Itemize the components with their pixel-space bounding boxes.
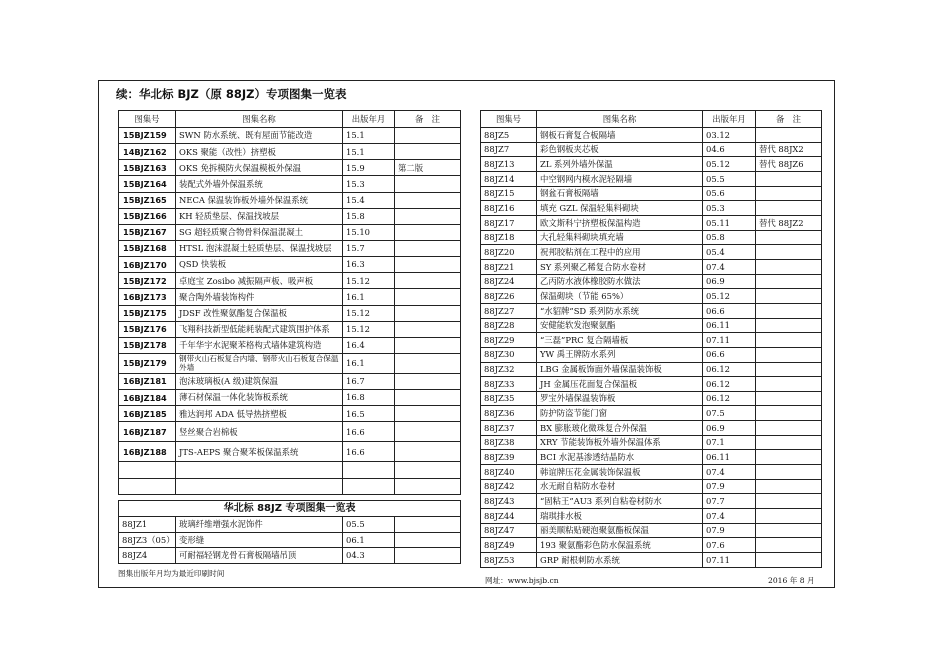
table-row [119, 517, 461, 533]
cell-note [756, 318, 822, 333]
cell-date: 04.6 [703, 142, 756, 157]
right-table-header [481, 111, 822, 128]
cell-date: 06.9 [703, 274, 756, 289]
cell-code: 16BJZ185 [119, 406, 176, 422]
cell-note [395, 353, 461, 373]
cell-date: 16.5 [343, 406, 395, 422]
table-row [119, 144, 461, 160]
cell-name: 聚合陶外墙装饰构件 [176, 289, 343, 305]
cell-name: 钢盆石膏板隔墙 [537, 186, 703, 201]
table-row [481, 201, 822, 216]
table-row [119, 373, 461, 389]
cell-name: GRP 耐根刺防水系统 [537, 553, 703, 568]
cell-code: 14BJZ162 [119, 144, 176, 160]
cell-code: 88JZ3（05） [119, 532, 176, 548]
cell-code: 88JZ26 [481, 289, 537, 304]
cell-note [395, 176, 461, 192]
cell-code: 16BJZ187 [119, 422, 176, 442]
cell-name: KH 轻质垫层、保温找坡层 [176, 208, 343, 224]
cell-code: 15BJZ175 [119, 305, 176, 321]
cell-date: 15.10 [343, 224, 395, 240]
cell-code: 15BJZ168 [119, 240, 176, 256]
cell-date: 06.11 [703, 318, 756, 333]
cell-date: 05.6 [703, 186, 756, 201]
table-row [481, 494, 822, 509]
cell-name: 罗宝外墙保温装饰板 [537, 391, 703, 406]
cell-name: SWN 防水系统、既有屋面节能改造 [176, 128, 343, 144]
cell-date: 05.12 [703, 157, 756, 172]
cell-note [395, 390, 461, 406]
cell-code: 88JZ32 [481, 362, 537, 377]
table-row [481, 274, 822, 289]
cell-name: 韩谊牌压花金属装饰保温板 [537, 465, 703, 480]
cell-name: 彩色钢板夹芯板 [537, 142, 703, 157]
table-row [119, 128, 461, 144]
cell-name: JH 金属压花面复合保温板 [537, 377, 703, 392]
table-row [119, 478, 461, 494]
cell-note [395, 373, 461, 389]
cell-name: 千年华宇水泥聚苯格构式墙体建筑构造 [176, 337, 343, 353]
table-row [481, 245, 822, 260]
col-header-code: 图集号 [119, 111, 176, 128]
cell-date: 15.8 [343, 208, 395, 224]
print-date: 2016 年 8 月 [768, 576, 815, 585]
cell-code: 88JZ16 [481, 201, 537, 216]
table-row [481, 509, 822, 524]
col-header-code: 图集号 [481, 111, 537, 128]
table-row [119, 353, 461, 373]
cell-code: 88JZ44 [481, 509, 537, 524]
cell-note [395, 337, 461, 353]
table-row [481, 333, 822, 348]
table-row [119, 462, 461, 478]
table-row [119, 390, 461, 406]
cell-name: 中空钢网内模水泥轻隔墙 [537, 171, 703, 186]
cell-note [395, 257, 461, 273]
cell-name: 安健能软发泡聚氨酯 [537, 318, 703, 333]
cell-name [176, 478, 343, 494]
table-row [481, 230, 822, 245]
cell-code: 15BJZ176 [119, 321, 176, 337]
cell-date: 16.8 [343, 390, 395, 406]
cell-date: 15.1 [343, 144, 395, 160]
table-row [481, 318, 822, 333]
cell-note [756, 465, 822, 480]
table-row [481, 523, 822, 538]
table-row [481, 391, 822, 406]
cell-name: “水貂牌”SD 系列防水系统 [537, 303, 703, 318]
col-header-date: 出版年月 [343, 111, 395, 128]
cell-name: 装配式外墙外保温系统 [176, 176, 343, 192]
table-row [481, 362, 822, 377]
cell-note [756, 128, 822, 143]
table-row [481, 479, 822, 494]
cell-code: 88JZ27 [481, 303, 537, 318]
cell-date: 06.9 [703, 421, 756, 436]
left-table-header [119, 111, 461, 128]
cell-code: 88JZ49 [481, 538, 537, 553]
cell-note: 替代 88JZ6 [756, 157, 822, 172]
cell-code: 88JZ13 [481, 157, 537, 172]
table-row [119, 305, 461, 321]
cell-date: 07.1 [703, 435, 756, 450]
table-row [481, 215, 822, 230]
cell-code [119, 462, 176, 478]
cell-date: 07.6 [703, 538, 756, 553]
cell-code: 88JZ53 [481, 553, 537, 568]
cell-code: 15BJZ163 [119, 160, 176, 176]
cell-name: 防护防盗节能门窗 [537, 406, 703, 421]
cell-date: 07.11 [703, 553, 756, 568]
cell-date: 06.6 [703, 347, 756, 362]
cell-name: 泡沫玻璃板(A 级)建筑保温 [176, 373, 343, 389]
section-subtitle: 华北标 88JZ 专项图集一览表 [119, 501, 461, 517]
cell-note [756, 362, 822, 377]
cell-name: QSD 快装板 [176, 257, 343, 273]
col-header-name: 图集名称 [176, 111, 343, 128]
cell-code: 88JZ15 [481, 186, 537, 201]
cell-name: JTS-AEPS 聚合聚苯板保温系统 [176, 442, 343, 462]
website-url: 网址：www.bjsjb.cn [485, 576, 559, 585]
cell-date: 16.3 [343, 257, 395, 273]
cell-code: 15BJZ159 [119, 128, 176, 144]
cell-note [395, 548, 461, 564]
cell-name: 欧文斯科宁挤塑板保温构造 [537, 215, 703, 230]
cell-code: 88JZ43 [481, 494, 537, 509]
cell-name: 钢带火山石板复合内墙、钢带火山石板复合保温外墙 [176, 353, 343, 373]
cell-date: 07.11 [703, 333, 756, 348]
table-row [481, 157, 822, 172]
cell-note [756, 201, 822, 216]
cell-name: 飞翔科技新型低能耗装配式建筑围护体系 [176, 321, 343, 337]
cell-name: “三磊”PRC 复合隔墙板 [537, 333, 703, 348]
cell-date: 07.4 [703, 259, 756, 274]
cell-note [395, 442, 461, 462]
table-row [481, 186, 822, 201]
cell-note [395, 144, 461, 160]
cell-note [395, 289, 461, 305]
cell-date: 16.6 [343, 422, 395, 442]
cell-note [395, 208, 461, 224]
cell-date: 06.12 [703, 391, 756, 406]
cell-note [756, 450, 822, 465]
table-row [481, 538, 822, 553]
cell-date: 07.5 [703, 406, 756, 421]
cell-note: 第二版 [395, 160, 461, 176]
cell-name: JDSF 改性聚氨酯复合保温板 [176, 305, 343, 321]
cell-code: 88JZ42 [481, 479, 537, 494]
cell-code: 88JZ20 [481, 245, 537, 260]
cell-note [756, 509, 822, 524]
cell-name: 193 聚氨酯彩色防水保温系统 [537, 538, 703, 553]
cell-note [756, 479, 822, 494]
cell-code: 15BJZ178 [119, 337, 176, 353]
cell-code: 15BJZ179 [119, 353, 176, 373]
cell-date: 03.12 [703, 128, 756, 143]
table-row [119, 224, 461, 240]
cell-note [756, 347, 822, 362]
cell-name: 填充 GZL 保温轻集料砌块 [537, 201, 703, 216]
cell-note [756, 259, 822, 274]
cell-note [395, 224, 461, 240]
cell-name: 丽美顺粘贴硬泡聚氨酯板保温 [537, 523, 703, 538]
cell-date: 15.12 [343, 321, 395, 337]
table-row [481, 289, 822, 304]
cell-code: 88JZ14 [481, 171, 537, 186]
cell-code: 15BJZ166 [119, 208, 176, 224]
cell-code: 88JZ29 [481, 333, 537, 348]
cell-date: 16.7 [343, 373, 395, 389]
cell-date: 05.4 [703, 245, 756, 260]
cell-code: 88JZ18 [481, 230, 537, 245]
cell-date [343, 478, 395, 494]
cell-code: 88JZ21 [481, 259, 537, 274]
cell-name: SG 超轻质聚合物骨料保温混凝土 [176, 224, 343, 240]
cell-code: 15BJZ165 [119, 192, 176, 208]
table-row [481, 171, 822, 186]
table-row [481, 347, 822, 362]
cell-name: OKS 聚能（改性）挤塑板 [176, 144, 343, 160]
cell-date: 16.1 [343, 289, 395, 305]
cell-code: 88JZ37 [481, 421, 537, 436]
cell-date: 05.5 [703, 171, 756, 186]
cell-date: 06.1 [343, 532, 395, 548]
cell-note [756, 171, 822, 186]
cell-code: 15BJZ172 [119, 273, 176, 289]
cell-note [756, 494, 822, 509]
cell-note [756, 406, 822, 421]
table-row [119, 240, 461, 256]
cell-note [756, 274, 822, 289]
cell-date: 16.6 [343, 442, 395, 462]
table-row [119, 337, 461, 353]
cell-name: OKS 免拆模防火保温模板外保温 [176, 160, 343, 176]
cell-code: 88JZ47 [481, 523, 537, 538]
page-title: 续：华北标 BJZ（原 88JZ）专项图集一览表 [116, 87, 347, 101]
table-row [481, 377, 822, 392]
cell-note [395, 240, 461, 256]
cell-name: 乙丙防水液体橡胶防水做法 [537, 274, 703, 289]
cell-date: 15.12 [343, 273, 395, 289]
cell-name: YW 禹王牌防水系列 [537, 347, 703, 362]
cell-code: 88JZ30 [481, 347, 537, 362]
cell-name: 变形缝 [176, 532, 343, 548]
table-row [481, 435, 822, 450]
cell-note [395, 406, 461, 422]
cell-code: 16BJZ188 [119, 442, 176, 462]
cell-name: NECA 保温装饰板外墙外保温系统 [176, 192, 343, 208]
cell-note [756, 377, 822, 392]
cell-code: 88JZ38 [481, 435, 537, 450]
table-row [481, 142, 822, 157]
table-row [119, 532, 461, 548]
cell-note [395, 462, 461, 478]
cell-date: 07.4 [703, 509, 756, 524]
cell-code: 88JZ40 [481, 465, 537, 480]
cell-name: 卓庭宝 Zosibo 减振隔声板、吸声板 [176, 273, 343, 289]
col-header-note: 备 注 [756, 111, 822, 128]
cell-date: 07.9 [703, 523, 756, 538]
table-row [119, 208, 461, 224]
cell-date: 07.7 [703, 494, 756, 509]
cell-code: 88JZ33 [481, 377, 537, 392]
cell-note [395, 422, 461, 442]
cell-name [176, 462, 343, 478]
cell-note [756, 333, 822, 348]
cell-name: 玻璃纤维增强水泥饰件 [176, 517, 343, 533]
cell-code: 16BJZ184 [119, 390, 176, 406]
cell-code: 88JZ35 [481, 391, 537, 406]
cell-note [395, 273, 461, 289]
table-row [119, 321, 461, 337]
cell-code: 88JZ1 [119, 517, 176, 533]
cell-note [756, 391, 822, 406]
col-header-note: 备 注 [395, 111, 461, 128]
cell-note: 替代 88JX2 [756, 142, 822, 157]
cell-date: 15.12 [343, 305, 395, 321]
cell-note [395, 128, 461, 144]
cell-note [756, 435, 822, 450]
cell-name: 竖丝聚合岩棉板 [176, 422, 343, 442]
cell-name: 祝邦胶粘剂在工程中的应用 [537, 245, 703, 260]
cell-name: BCI 水泥基渗透结晶防水 [537, 450, 703, 465]
cell-code: 88JZ28 [481, 318, 537, 333]
cell-date: 07.9 [703, 479, 756, 494]
cell-code: 88JZ4 [119, 548, 176, 564]
bottom-catalog-table [118, 500, 461, 564]
cell-code: 16BJZ181 [119, 373, 176, 389]
table-row [481, 128, 822, 143]
cell-name: 雅达润邦 ADA 低导热挤塑板 [176, 406, 343, 422]
cell-note [395, 517, 461, 533]
cell-date: 16.4 [343, 337, 395, 353]
table-row [119, 422, 461, 442]
cell-name: HTSL 泡沫混凝土轻质垫层、保温找坡层 [176, 240, 343, 256]
cell-date: 06.11 [703, 450, 756, 465]
cell-date: 15.1 [343, 128, 395, 144]
cell-code: 15BJZ167 [119, 224, 176, 240]
cell-code: 88JZ36 [481, 406, 537, 421]
table-row [481, 303, 822, 318]
table-row [481, 450, 822, 465]
table-row [119, 548, 461, 564]
cell-note: 替代 88JZ2 [756, 215, 822, 230]
cell-note [756, 245, 822, 260]
cell-note [756, 230, 822, 245]
table-row [119, 442, 461, 462]
table-row [119, 160, 461, 176]
cell-note [756, 289, 822, 304]
cell-date: 16.1 [343, 353, 395, 373]
footer-note: 图集出版年月均为最近印刷时间 [118, 569, 225, 578]
table-row [481, 465, 822, 480]
cell-note [756, 553, 822, 568]
cell-note [395, 305, 461, 321]
table-row [481, 259, 822, 274]
cell-name: XRY 节能装饰板外墙外保温体系 [537, 435, 703, 450]
table-row [119, 406, 461, 422]
cell-date: 05.3 [703, 201, 756, 216]
cell-name: 水无耐自粘防水卷材 [537, 479, 703, 494]
cell-date: 06.6 [703, 303, 756, 318]
cell-name: BX 膨胀玻化微珠复合外保温 [537, 421, 703, 436]
table-row [119, 257, 461, 273]
cell-code: 88JZ7 [481, 142, 537, 157]
cell-date: 05.12 [703, 289, 756, 304]
cell-note [756, 523, 822, 538]
cell-date: 07.4 [703, 465, 756, 480]
table-row [119, 289, 461, 305]
cell-date: 06.12 [703, 362, 756, 377]
cell-date: 05.8 [703, 230, 756, 245]
left-catalog-table [118, 110, 461, 495]
cell-code: 15BJZ164 [119, 176, 176, 192]
cell-name: 瑞琪排水板 [537, 509, 703, 524]
cell-note [395, 321, 461, 337]
col-header-name: 图集名称 [537, 111, 703, 128]
table-row [119, 176, 461, 192]
cell-name: SY 系列聚乙稀复合防水卷材 [537, 259, 703, 274]
cell-name: “固粘王”AU3 系列自粘卷材防水 [537, 494, 703, 509]
cell-date: 05.5 [343, 517, 395, 533]
cell-code [119, 478, 176, 494]
cell-code: 16BJZ173 [119, 289, 176, 305]
cell-note [395, 532, 461, 548]
cell-date: 04.3 [343, 548, 395, 564]
cell-note [756, 186, 822, 201]
cell-code: 88JZ39 [481, 450, 537, 465]
cell-name: 钢板石膏复合板隔墙 [537, 128, 703, 143]
cell-name: 保温砌块（节能 65%） [537, 289, 703, 304]
table-row [481, 406, 822, 421]
cell-note [395, 478, 461, 494]
cell-name: 可耐福轻钢龙骨石膏板隔墙吊顶 [176, 548, 343, 564]
cell-code: 88JZ24 [481, 274, 537, 289]
cell-note [756, 421, 822, 436]
table-row [119, 192, 461, 208]
cell-name: ZL 系列外墙外保温 [537, 157, 703, 172]
table-row [481, 421, 822, 436]
table-row [119, 273, 461, 289]
cell-date [343, 462, 395, 478]
col-header-date: 出版年月 [703, 111, 756, 128]
cell-name: LBG 金属板饰面外墙保温装饰板 [537, 362, 703, 377]
cell-date: 15.9 [343, 160, 395, 176]
cell-date: 15.3 [343, 176, 395, 192]
table-row [481, 553, 822, 568]
cell-name: 薄石材保温一体化装饰板系统 [176, 390, 343, 406]
cell-name: 大孔轻集料砌块填充墙 [537, 230, 703, 245]
cell-note [395, 192, 461, 208]
cell-note [756, 303, 822, 318]
cell-code: 16BJZ170 [119, 257, 176, 273]
cell-date: 05.11 [703, 215, 756, 230]
cell-note [756, 538, 822, 553]
cell-date: 15.4 [343, 192, 395, 208]
right-catalog-table [480, 110, 822, 568]
cell-date: 06.12 [703, 377, 756, 392]
cell-date: 15.7 [343, 240, 395, 256]
cell-code: 88JZ17 [481, 215, 537, 230]
cell-code: 88JZ5 [481, 128, 537, 143]
